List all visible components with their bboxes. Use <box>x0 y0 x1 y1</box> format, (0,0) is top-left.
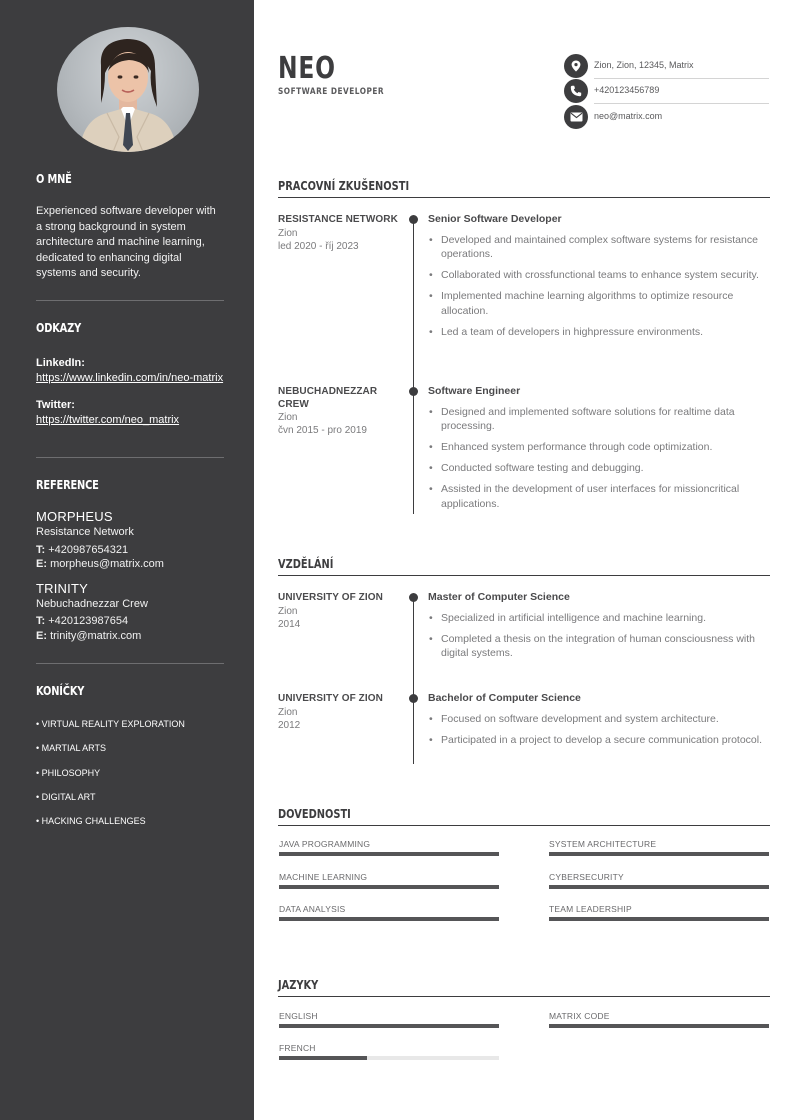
language-name: ENGLISH <box>279 1011 318 1021</box>
sidebar <box>0 0 254 1120</box>
language-level-bar <box>279 1056 367 1060</box>
skill-level-track <box>279 917 499 921</box>
skill-level-track <box>279 885 499 889</box>
education-school-block <box>278 693 400 732</box>
skill-level-bar <box>279 852 499 856</box>
candidate-name: NEO <box>278 51 336 86</box>
phone-icon <box>564 79 588 103</box>
hobbies-title: KONÍČKY <box>36 684 85 698</box>
contact-phone <box>564 79 769 103</box>
employer-name: NEBUCHADNEZZAR CREW <box>278 386 378 410</box>
responsibilities-list <box>428 405 770 512</box>
school-name: UNIVERSITY OF ZION <box>278 592 383 603</box>
skill-item <box>549 872 769 882</box>
skill-level-track <box>549 917 769 921</box>
position-title: Software Engineer <box>428 385 521 397</box>
language-level-bar <box>549 1024 769 1028</box>
linkedin-link[interactable]: https://www.linkedin.com/in/neo-matrix <box>36 372 224 384</box>
employer-location: Zion <box>278 227 298 239</box>
sidebar-divider <box>36 300 224 301</box>
skill-level-bar <box>279 917 499 921</box>
education-detail-block <box>428 692 770 747</box>
reference-item <box>36 509 224 572</box>
language-level-track <box>279 1024 499 1028</box>
contact-address <box>564 54 769 78</box>
skill-level-bar <box>549 885 769 889</box>
skill-item <box>279 839 499 849</box>
timeline-dot <box>409 694 418 703</box>
sidebar-divider <box>36 663 224 664</box>
skill-name: TEAM LEADERSHIP <box>549 904 632 914</box>
profile-photo <box>57 27 199 152</box>
about-section <box>36 172 224 282</box>
hobby-item: • HACKING CHALLENGES <box>36 816 146 827</box>
reference-item <box>36 581 224 644</box>
languages-title: JAZYKY <box>278 978 319 992</box>
skill-item <box>279 904 499 914</box>
skill-level-bar <box>549 917 769 921</box>
reference-org: Resistance Network <box>36 526 134 538</box>
language-name: MATRIX CODE <box>549 1011 610 1021</box>
list-item: • Collaborated with crossfunctional teams to enhance system security. <box>428 268 770 283</box>
address-text: Zion, Zion, 12345, Matrix <box>594 60 694 70</box>
experience-timeline <box>413 218 414 514</box>
list-item: • Completed a thesis on the integration of human consciousness with digital systems. <box>428 632 770 661</box>
link-label: LinkedIn: <box>36 357 85 369</box>
education-detail-block <box>428 591 770 661</box>
link-item-twitter <box>36 398 224 428</box>
reference-email: E: trinity@matrix.com <box>36 629 142 642</box>
list-item: • Participated in a project to develop a secure communication protocol. <box>428 733 770 748</box>
reference-phone: T: +420987654321 <box>36 543 129 556</box>
experience-title: PRACOVNÍ ZKUŠENOSTI <box>278 179 410 193</box>
skill-name: JAVA PROGRAMMING <box>279 839 371 849</box>
education-school-block <box>278 592 400 631</box>
twitter-link[interactable]: https://twitter.com/neo_matrix <box>36 413 180 426</box>
timeline-dot <box>409 387 418 396</box>
phone-text: +420123456789 <box>594 85 660 95</box>
education-title: VZDĚLÁNÍ <box>278 557 334 571</box>
references-section <box>36 478 224 643</box>
employment-dates: čvn 2015 - pro 2019 <box>278 425 367 436</box>
section-rule <box>278 996 770 997</box>
list-item: • Specialized in artificial intelligence and machine learning. <box>428 611 770 626</box>
section-rule <box>278 825 770 826</box>
hobby-item: • VIRTUAL REALITY EXPLORATION <box>36 719 185 729</box>
skills-title: DOVEDNOSTI <box>278 807 351 821</box>
contact-divider <box>594 103 769 104</box>
reference-phone: T: +420123987654 <box>36 615 129 627</box>
skill-level-bar <box>279 885 499 889</box>
language-item <box>279 1011 499 1021</box>
skill-level-track <box>279 852 499 856</box>
section-rule <box>278 575 770 576</box>
about-text: Experienced software developer with a strong background in system architecture and machine learning, dedicated to enhancing digital systems and security. <box>36 205 216 279</box>
list-item: • Implemented machine learning algorithms to optimize resource allocation. <box>428 289 770 318</box>
location-pin-icon <box>564 54 588 78</box>
hobbies-section <box>36 684 224 833</box>
hobby-item: • PHILOSOPHY <box>36 767 101 778</box>
about-title: O MNĚ <box>36 172 72 186</box>
list-item: • Conducted software testing and debugging. <box>428 461 770 476</box>
link-item-linkedin <box>36 356 224 386</box>
degree-title: Bachelor of Computer Science <box>428 692 581 704</box>
language-name: FRENCH <box>279 1043 316 1053</box>
education-bullets <box>428 712 770 748</box>
list-item: • Led a team of developers in highpressure environments. <box>428 325 770 340</box>
list-item: • Focused on software development and system architecture. <box>428 712 770 727</box>
skill-level-track <box>549 852 769 856</box>
sidebar-divider <box>36 457 224 458</box>
graduation-year: 2012 <box>278 719 301 731</box>
list-item: • Assisted in the development of user interfaces for missioncritical applications. <box>428 482 770 511</box>
responsibilities-list <box>428 233 770 340</box>
school-location: Zion <box>278 605 298 617</box>
education-timeline <box>413 596 414 764</box>
links-section <box>36 321 224 427</box>
school-name: UNIVERSITY OF ZION <box>278 693 383 704</box>
contact-email <box>564 105 769 129</box>
list-item: • Enhanced system performance through code optimization. <box>428 440 770 455</box>
skill-item <box>549 904 769 914</box>
employer-location: Zion <box>278 412 298 423</box>
link-label: Twitter: <box>36 398 75 411</box>
hobby-item: • MARTIAL ARTS <box>36 743 107 754</box>
education-bullets <box>428 611 770 661</box>
job-title: SOFTWARE DEVELOPER <box>278 87 385 97</box>
reference-org: Nebuchadnezzar Crew <box>36 597 148 610</box>
reference-name: TRINITY <box>36 580 88 596</box>
employer-name: RESISTANCE NETWORK <box>278 214 398 225</box>
skill-item <box>279 872 499 882</box>
graduation-year: 2014 <box>278 618 301 630</box>
skill-name: MACHINE LEARNING <box>279 872 368 882</box>
links-title: ODKAZY <box>36 321 82 335</box>
skill-level-bar <box>549 852 769 856</box>
timeline-dot <box>409 215 418 224</box>
experience-detail-block <box>428 213 770 339</box>
reference-email: E: morpheus@matrix.com <box>36 558 164 570</box>
timeline-dot <box>409 593 418 602</box>
experience-org-block <box>278 214 400 253</box>
position-title: Senior Software Developer <box>428 213 562 225</box>
references-title: REFERENCE <box>36 478 99 492</box>
hobby-item: • DIGITAL ART <box>36 791 96 802</box>
language-item <box>279 1043 499 1053</box>
skill-name: CYBERSECURITY <box>549 872 624 882</box>
envelope-icon <box>564 105 588 129</box>
language-level-track <box>549 1024 769 1028</box>
language-level-bar <box>279 1024 499 1028</box>
skill-name: SYSTEM ARCHITECTURE <box>549 839 657 849</box>
skill-name: DATA ANALYSIS <box>279 904 346 914</box>
email-link[interactable]: neo@matrix.com <box>594 111 663 121</box>
skill-item <box>549 839 769 849</box>
degree-title: Master of Computer Science <box>428 591 570 603</box>
school-location: Zion <box>278 706 298 718</box>
skill-level-track <box>549 885 769 889</box>
employment-dates: led 2020 - říj 2023 <box>278 240 359 252</box>
language-item <box>549 1011 769 1021</box>
language-level-track <box>279 1056 499 1060</box>
experience-detail-block <box>428 385 770 511</box>
hobbies-list <box>36 712 224 833</box>
section-rule <box>278 197 770 198</box>
list-item: • Designed and implemented software solutions for realtime data processing. <box>428 405 770 434</box>
reference-name: MORPHEUS <box>36 509 113 524</box>
portrait-illustration <box>57 27 199 152</box>
experience-org-block <box>278 386 400 437</box>
list-item: • Developed and maintained complex software systems for resistance operations. <box>428 233 770 262</box>
